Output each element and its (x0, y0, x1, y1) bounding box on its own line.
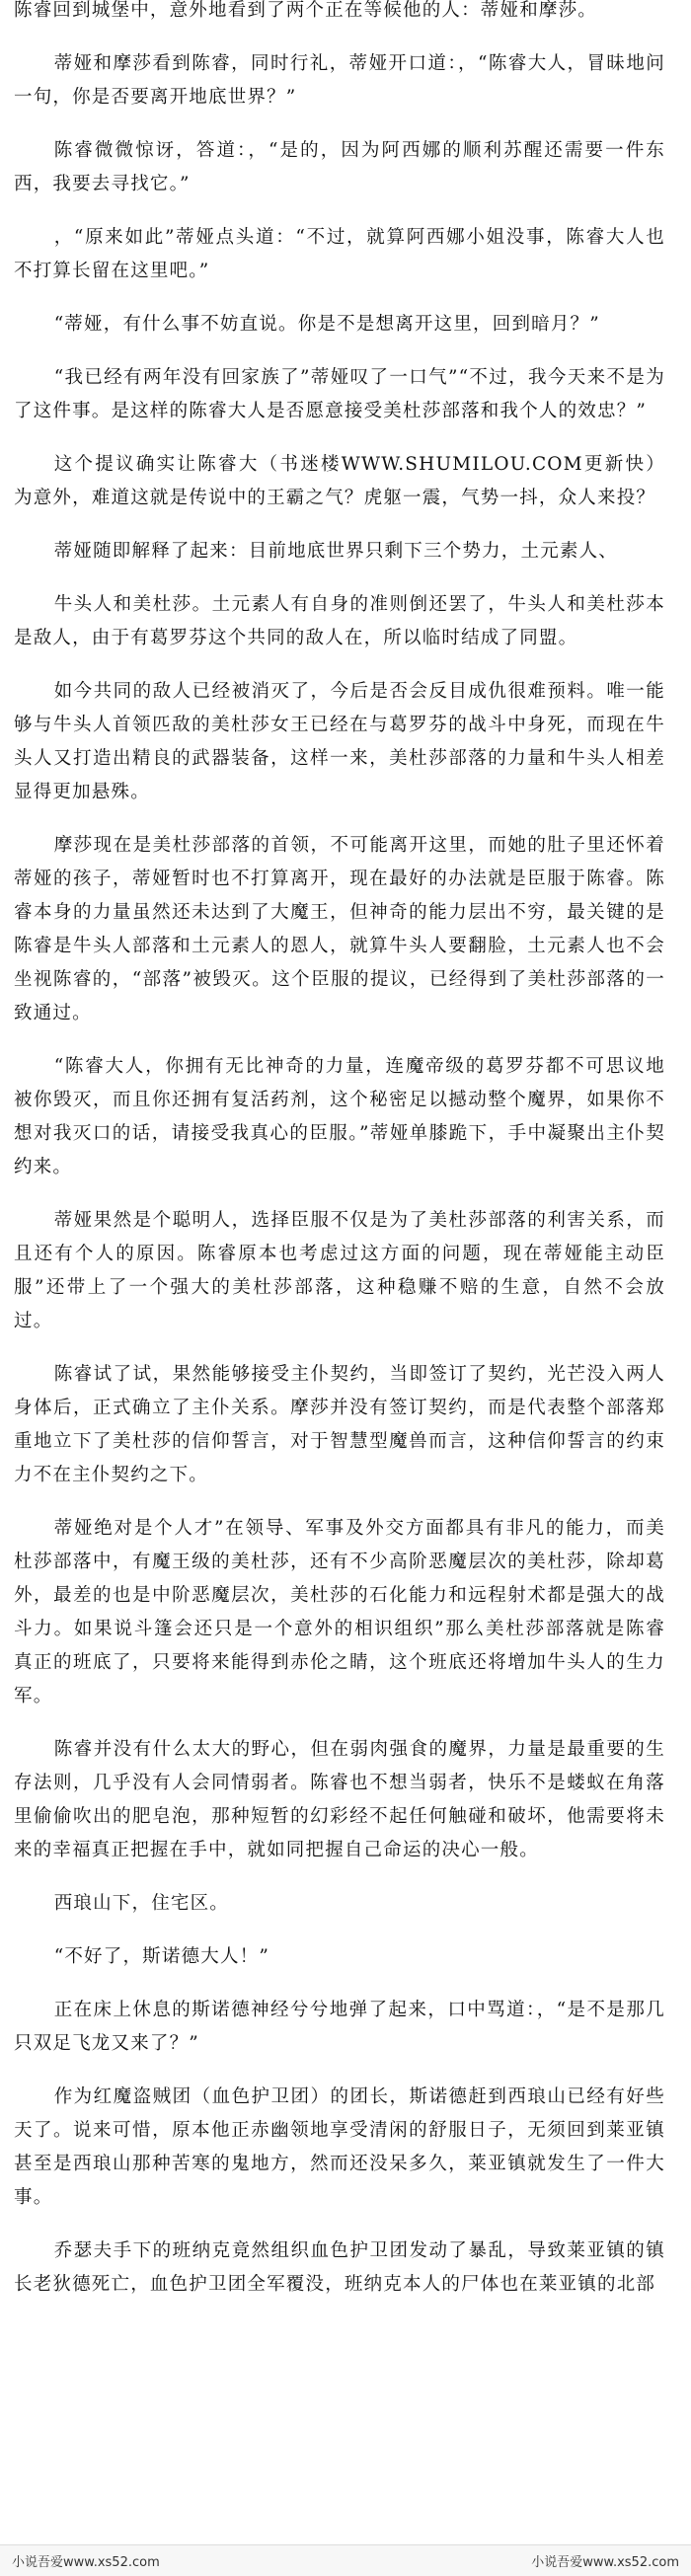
paragraph-14: 陈睿试了试，果然能够接受主仆契约，当即签订了契约，光芒没入两人身体后，正式确立了主仆关系。摩莎并没有签订契约，而是代表整个部落郑重地立下了美杜莎的信仰誓言，对于智慧型魔兽而言，这种信仰誓言的约束力不在主仆契约之下。 (14, 1364, 665, 1485)
paragraph-19: 正在床上休息的斯诺德神经兮兮地弹了起来，口中骂道：，“是不是那几只双足飞龙又来了？” (14, 2000, 665, 2054)
paragraph-8: 蒂娅随即解释了起来：目前地底世界只剩下三个势力，土元素人、 (53, 541, 618, 562)
paragraph-3: 陈睿微微惊讶，答道：，“是的，因为阿西娜的顺利苏醒还需要一件东西，我要去寻找它。” (14, 140, 665, 194)
paragraph-4: ，“原来如此”蒂娅点头道：“不过，就算阿西娜小姐没事，陈睿大人也不打算长留在这里吧。” (14, 227, 665, 281)
paragraph-17: 西琅山下，住宅区。 (53, 1893, 229, 1914)
footer-watermark-right: 小说吾爱www.xs52.com (531, 2555, 679, 2570)
paragraph-12: “陈睿大人，你拥有无比神奇的力量，连魔帝级的葛罗芬都不可思议地被你毁灭，而且你还拥有复活药剂，这个秘密足以撼动整个魔界，如果你不想对我灭口的话，请接受我真心的臣服。”蒂娅单膝跪下，手中凝聚出主仆契约来。 (14, 1056, 665, 1177)
paragraph-10: 如今共同的敌人已经被消灭了，今后是否会反目成仇很难预料。唯一能够与牛头人首领匹敌的美杜莎女王已经在与葛罗芬的战斗中身死，而现在牛头人又打造出精良的武器装备，这样一来，美杜莎部落的力量和牛头人相差显得更加悬殊。 (14, 681, 665, 802)
paragraph-6: “我已经有两年没有回家族了”蒂娅叹了一口气”“不过，我今天来不是为了这件事。是这样的陈睿大人是否愿意接受美杜莎部落和我个人的效忠？” (14, 367, 665, 421)
paragraph-5: “蒂娅，有什么事不妨直说。你是不是想离开这里，回到暗月？” (53, 314, 600, 335)
paragraph-16: 陈睿并没有什么太大的野心，但在弱肉强食的魔界，力量是最重要的生存法则，几乎没有人会同情弱者。陈睿也不想当弱者，快乐不是蝼蚁在角落里偷偷吹出的肥皂泡，那种短暂的幻彩经不起任何触碰和破坏，他需要将未来的幸福真正把握在手中，就如同把握自己命运的决心一般。 (14, 1739, 665, 1860)
site-footer (0, 2544, 691, 2576)
paragraph-9: 牛头人和美杜莎。土元素人有自身的准则倒还罢了，牛头人和美杜莎本是敌人，由于有葛罗芬这个共同的敌人在，所以临时结成了同盟。 (14, 594, 665, 648)
paragraph-13: 蒂娅果然是个聪明人，选择臣服不仅是为了美杜莎部落的利害关系，而且还有个人的原因。陈睿原本也考虑过这方面的问题，现在蒂娅能主动臣服”还带上了一个强大的美杜莎部落，这种稳赚不赔的生意，自然不会放过。 (14, 1210, 665, 1331)
footer-watermark-left: 小说吾爱www.xs52.com (12, 2555, 160, 2570)
paragraph-15: 蒂娅绝对是个人才”在领导、军事及外交方面都具有非凡的能力，而美杜莎部落中，有魔王级的美杜莎，还有不少高阶恶魔层次的美杜莎，除却葛外，最差的也是中阶恶魔层次，美杜莎的石化能力和远程射术都是强大的战斗力。如果说斗篷会还只是一个意外的相识组织”那么美杜莎部落就是陈睿真正的班底了，只要将来能得到赤伦之睛，这个班底还将增加牛头人的生力军。 (14, 1518, 665, 1706)
paragraph-1: 陈睿回到城堡中，意外地看到了两个正在等候他的人：蒂娅和摩莎。 (14, 0, 598, 21)
paragraph-11: 摩莎现在是美杜莎部落的首领，不可能离开这里，而她的肚子里还怀着蒂娅的孩子，蒂娅暂时也不打算离开，现在最好的办法就是臣服于陈睿。陈睿本身的力量虽然还未达到了大魔王，但神奇的能力层出不穷，最关键的是陈睿是牛头人部落和土元素人的恩人，就算牛头人要翻脸，土元素人也不会坐视陈睿的，“部落”被毁灭。这个臣服的提议，已经得到了美杜莎部落的一致通过。 (14, 835, 665, 1023)
paragraph-21: 乔瑟夫手下的班纳克竟然组织血色护卫团发动了暴乱，导致莱亚镇的镇长老狄德死亡，血色护卫团全军覆没，班纳克本人的尸体也在莱亚镇的北部 (14, 2240, 665, 2295)
paragraph-18: “不好了，斯诺德大人！” (53, 1946, 270, 1967)
paragraph-7: 这个提议确实让陈睿大（书迷楼WWW.SHUMILOU.COM更新快）为意外，难道这就是传说中的王霸之气？虎躯一震，气势一抖，众人来投？ (14, 454, 665, 508)
paragraph-20: 作为红魔盗贼团（血色护卫团）的团长，斯诺德赶到西琅山已经有好些天了。说来可惜，原本他正赤幽领地享受清闲的舒服日子，无须回到莱亚镇甚至是西琅山那种苦寒的鬼地方，然而还没呆多久，莱亚镇就发生了一件大事。 (14, 2086, 665, 2208)
paragraph-2: 蒂娅和摩莎看到陈睿，同时行礼，蒂娅开口道：，“陈睿大人，冒昧地问一句，你是否要离开地底世界？” (14, 53, 665, 108)
